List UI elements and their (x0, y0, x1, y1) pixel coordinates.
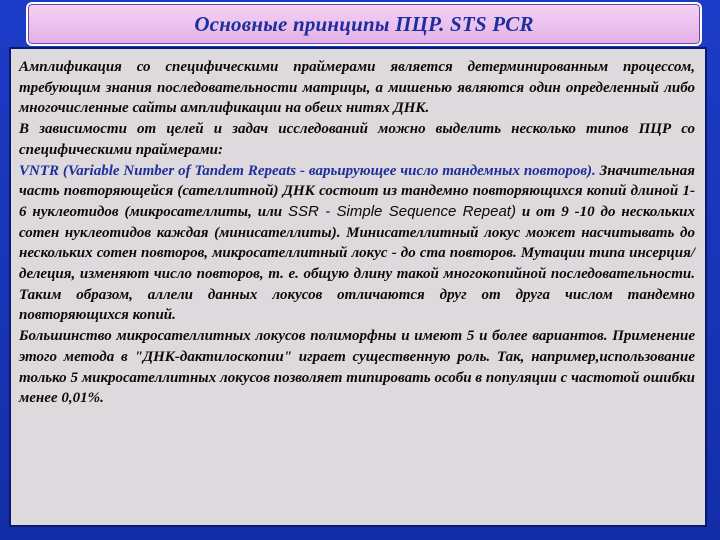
vntr-tail: и от 9 -10 до нескольких сотен нуклеотидов каждая (минисателлиты). Минисателлитный локус может насчитывать до нескольких сотен повторов, микросателлитный локус - до ста повторов. Мутации типа инсерция/делеция, изменяют число повторов, т. е. общую длину такой многокопийной последовательности. Таким образом, аллели данных локусов отличаются друг от друга числом тандемно повторяющихся копий. (19, 203, 696, 324)
paragraph-polymorphism: Большинство микросателлитных локусов полиморфны и имеют 5 и более вариантов. Применение этого метода в "ДНК-дактилоскопии" играет существенную роль. Так, например,использование только 5 микросателлитных локусов позволяет типировать особи в популяции с частотой ошибки менее 0,01%. (19, 328, 695, 407)
vntr-term: VNTR (Variable Number of Tandem Repeats - варьирующее число тандемных повторов). (19, 162, 596, 179)
content-box (9, 47, 707, 527)
slide-title: Основные принципы ПЦР. STS PCR (194, 11, 534, 36)
title-box (26, 2, 702, 46)
paragraph-types: В зависимости от целей и задач исследований можно выделить несколько типов ПЦР со специфическими праймерами: (19, 121, 695, 158)
paragraph-vntr (19, 161, 695, 327)
paragraph-intro: Амплификация со специфическими праймерами является детерминированным процессом, требующим знания последовательности матрицы, а мишенью являются один определенный либо многочисленные сайты амплификации на обеих нитях ДНК. (19, 59, 695, 117)
ssr-term: SSR - Simple Sequence Repeat) (288, 202, 516, 220)
vntr-text: Значительная часть повторяющейся (сателлитной) ДНК состоит из тандемно повторяющихся копий длиной 1-6 нуклеотидов (микросателлиты, или (19, 162, 695, 220)
